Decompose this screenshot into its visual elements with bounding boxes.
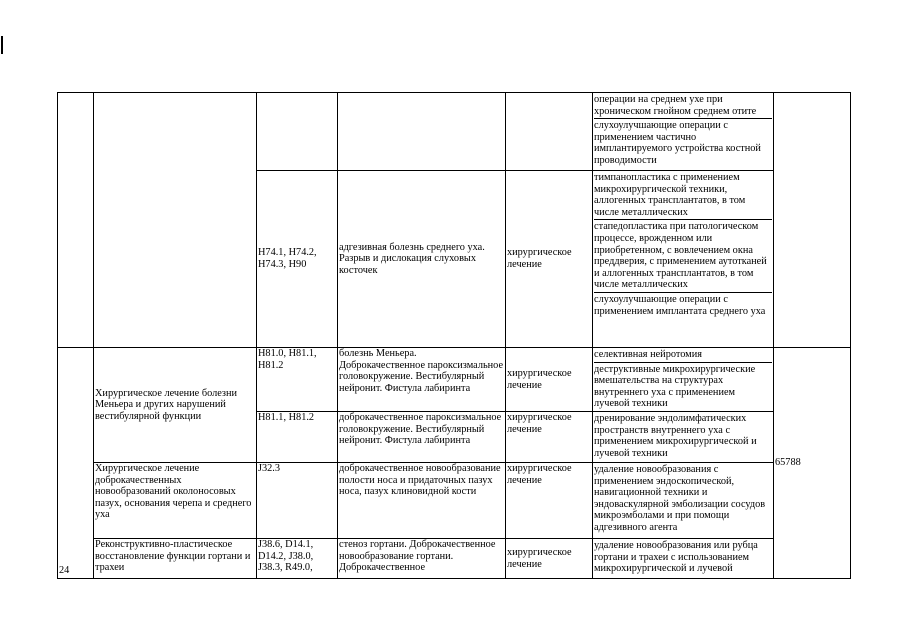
treatment-cell: хирургическое лечение: [506, 171, 593, 348]
row-number-cell-empty: [58, 93, 94, 348]
method-item: удаление новообразования с применением эндоскопической, навигационной техники и эндоваскулярной эмболизации сосудов микроэмболами и при помощи адгезивного агента: [594, 464, 766, 533]
treatment-cell: [506, 93, 593, 171]
method-item: слухоулучшающие операции с применением имплантата среднего уха: [594, 293, 766, 317]
codes-cell: H81.0, H81.1, H81.2: [257, 348, 338, 412]
methods-cell: [593, 463, 774, 539]
methods-cell: [593, 412, 774, 463]
row-number: 24: [58, 348, 94, 579]
table-row: [58, 463, 851, 539]
medical-care-table: [57, 92, 851, 579]
table-row: [58, 539, 851, 579]
treatment-cell: хирургическое лечение: [506, 412, 593, 463]
method-item: деструктивные микрохирургические вмешательства на структурах внутреннего уха с применением лучевой техники: [594, 363, 756, 410]
method-item: стапедопластика при патологическом процессе, врожденном или приобретенном, с вовлечением окна преддверия, с применением аутотканей и аллогенных трансплантатов, в том числе металлических: [594, 220, 772, 293]
codes-cell: H81.1, H81.2: [257, 412, 338, 463]
group-name: Хирургическое лечение доброкачественных новообразований околоносовых пазух, основания черепа и среднего уха: [94, 463, 257, 539]
codes-cell: J38.6, D14.1, D14.2, J38.0, J38.3, R49.0,: [257, 539, 338, 579]
codes-cell: H74.1, H74.2, H74.3, H90: [257, 171, 338, 348]
model-cell: доброкачественное новообразование полости носа и придаточных пазух носа, пазух клиновидной кости: [338, 463, 506, 539]
codes-cell: J32.3: [257, 463, 338, 539]
methods-cell: [593, 171, 774, 348]
model-cell: адгезивная болезнь среднего уха. Разрыв и дислокация слуховых косточек: [338, 171, 506, 348]
method-item: тимпанопластика с применением микрохирургической техники, аллогенных трансплантатов, в том числе металлических: [594, 171, 772, 220]
method-item: селективная нейротомия: [594, 348, 772, 363]
treatment-cell: хирургическое лечение: [506, 539, 593, 579]
scan-edge-mark: [1, 36, 3, 54]
group-name-cell-empty: [94, 93, 257, 348]
table-row: [58, 93, 851, 171]
methods-cell: [593, 93, 774, 171]
model-cell: доброкачественное пароксизмальное головокружение. Вестибулярный нейронит. Фистула лабиринта: [338, 412, 506, 463]
methods-cell: [593, 348, 774, 412]
method-item: операции на среднем ухе при хроническом гнойном среднем отите: [594, 93, 772, 119]
methods-cell: [593, 539, 774, 579]
treatment-cell: хирургическое лечение: [506, 463, 593, 539]
price-value: 65788: [774, 348, 851, 579]
group-name: Хирургическое лечение болезни Меньера и других нарушений вестибулярной функции: [94, 348, 257, 463]
method-item: слухоулучшающие операции с применением частично имплантируемого устройства костной проводимости: [594, 120, 761, 166]
model-cell: болезнь Меньера. Доброкачественное пароксизмальное головокружение. Вестибулярный нейронит. Фистула лабиринта: [338, 348, 506, 412]
group-name: Реконструктивно-пластическое восстановление функции гортани и трахеи: [94, 539, 257, 579]
model-cell: [338, 93, 506, 171]
method-item: дренирование эндолимфатических пространств внутреннего уха с применением микрохирургической и лучевой техники: [594, 413, 757, 459]
price-cell-empty: [774, 93, 851, 348]
model-cell: стеноз гортани. Доброкачественное новообразование гортани. Доброкачественное: [338, 539, 506, 579]
treatment-cell: хирургическое лечение: [506, 348, 593, 412]
codes-cell: [257, 93, 338, 171]
method-item: удаление новообразования или рубца гортани и трахеи с использованием микрохирургической и лучевой: [594, 540, 758, 575]
table-row: [58, 348, 851, 412]
